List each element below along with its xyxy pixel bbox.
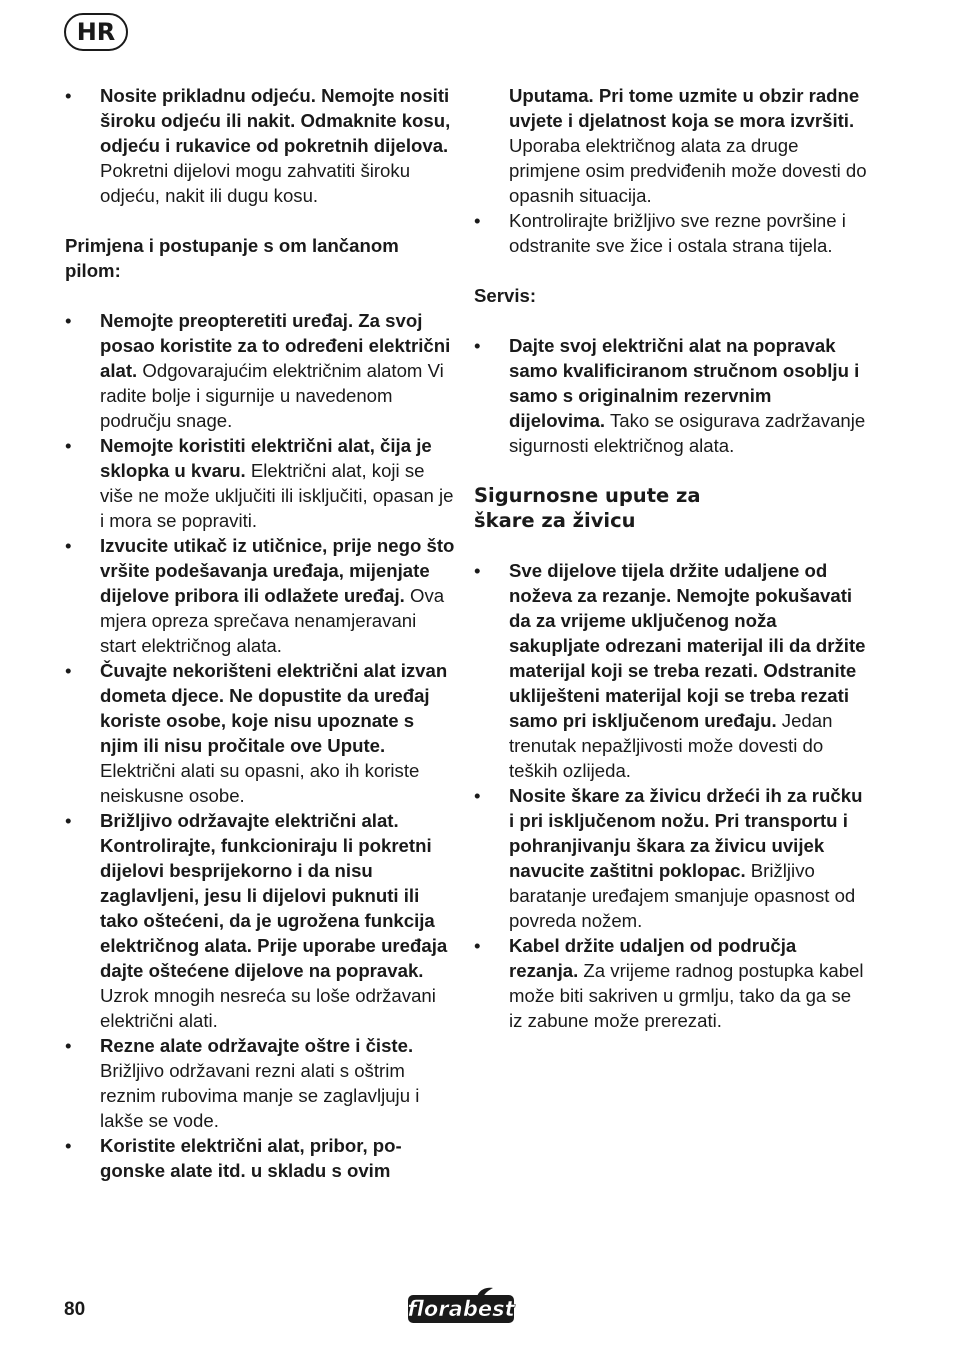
bullet-text: Električni alati su opasni, ako ih koriste neiskusne osobe. — [100, 760, 420, 806]
bullet-bold-text: Uputama. Pri tome uzmite u obzir radne uvjete i djelatnost koja se mora izvršiti. — [509, 85, 860, 131]
bullet-bold-text: Nemojte koristiti električni alat, čija je sklopka u kvaru. — [100, 435, 432, 481]
section-heading — [474, 483, 869, 533]
list-item — [474, 333, 869, 458]
bullet-bold-text: Nosite škare za živicu držeći ih za ručku i pri isključenom nožu. Pri transportu i pohranjivanju škara za živicu uvijek navucite zaštitni poklopac. — [509, 785, 863, 881]
bullet-dot: • — [65, 1135, 72, 1156]
left-column — [65, 83, 455, 1183]
bullet-bold-text: Sve dijelove tijela držite udaljene od noževa za rezanje. Nemojte pokušavati da za vrijeme uključenog noža sakupljate odrezani materijal ili da držite materijal koji se treba rezati. Odstranite ukliješteni materijal koji se treba rezati samo pri isključenom uređaju. — [509, 560, 866, 731]
page-number: 80 — [64, 1299, 86, 1320]
bullet-dot: • — [65, 310, 72, 331]
list-item — [65, 308, 455, 433]
list-item — [474, 783, 869, 933]
bullet-text: Ova mjera opreza sprečava nenamjeravani start električnog alata. — [100, 585, 445, 656]
bullet-text: Kontrolirajte brižljivo sve rezne površine i odstranite sve žice i ostala strana tijela. — [509, 210, 846, 256]
bullet-dot: • — [474, 935, 481, 956]
section-subheading: Servis: — [474, 285, 537, 306]
bullet-bold-text: Nemojte preopteretiti uređaj. Za svoj posao koristite za to određeni električni alat. — [100, 310, 451, 381]
list-item — [65, 533, 455, 658]
bullet-text: Uporaba električnog alata za druge primjene osim predviđenih može dovesti do opasnih situacija. — [509, 135, 867, 206]
bullet-dot: • — [65, 435, 72, 456]
list-item — [65, 658, 455, 808]
bullet-text: Brižljivo baratanje uređajem smanjuje opasnost od povreda nožem. — [509, 860, 856, 931]
section-subheading: Primjena i postupanje s om lančanom pilom: — [65, 235, 399, 281]
bullet-text: Za vrijeme radnog postupka kabel može biti sakriven u grmlju, tako da ga se iz zabune može prerezati. — [509, 960, 864, 1031]
language-badge: HR — [64, 13, 128, 51]
section-heading-line: škare za živicu — [474, 509, 636, 532]
bullet-dot: • — [65, 1035, 72, 1056]
list-item — [474, 208, 869, 258]
bullet-dot: • — [474, 335, 481, 356]
section-heading-line: Sigurnosne upute za — [474, 484, 701, 507]
bullet-bold-text: Dajte svoj električni alat na popravak samo kvalificiranom stručnom osoblju i samo s originalnim rezervnim dijelovima. — [509, 335, 860, 431]
bullet-text: Jedan trenutak nepažljivosti može dovesti do teških ozlijeda. — [509, 710, 833, 781]
bullet-bold-text: Brižljivo održavajte električni alat. Kontrolirajte, funkcioniraju li pokretni dijelovi besprijekorno i da nisu zaglavljeni, jesu li dijelovi puknuti ili tako oštećeni, da je ugrožena funkcija električnog alata. Prije uporabe uređaja dajte oštećene dijelove na popravak. — [100, 810, 448, 981]
bullet-bold-text: Čuvajte nekorišteni električni alat izvan dometa djece. Ne dopustite da uređaj koriste osobe, koje nisu upoznate s njim ili nisu pročitale ove Upute. — [100, 660, 448, 756]
list-item — [474, 933, 869, 1033]
list-item — [474, 558, 869, 783]
logo-wordmark: florabest — [407, 1297, 515, 1321]
bullet-bold-text: Izvucite utikač iz utičnice, prije nego što vršite podešavanja uređaja, mijenjate dijelove pribora ili odlažete uređaj. — [100, 535, 455, 606]
list-item — [65, 433, 455, 533]
bullet-bold-text: Rezne alate održavajte oštre i čiste. — [100, 1035, 414, 1056]
bullet-dot: • — [474, 785, 481, 806]
bullet-text: Električni alat, koji se više ne može uključiti ili isključiti, opasan je i mora se popraviti. — [100, 460, 454, 531]
bullet-dot: • — [474, 560, 481, 581]
bullet-bold-text: Kabel držite udaljen od područja rezanja. — [509, 935, 797, 981]
list-item — [65, 808, 455, 1033]
bullet-bold-text: Koristite električni alat, pribor, pogonske alate itd. u skladu s ovim — [100, 1135, 402, 1181]
bullet-dot: • — [65, 85, 72, 106]
bullet-text: Uzrok mnogih nesreća su loše održavani električni alati. — [100, 985, 436, 1031]
list-item — [65, 1033, 455, 1133]
right-column — [474, 83, 869, 1033]
bullet-bold-text: Nosite prikladnu odjeću. Nemojte nositi široku odjeću ili nakit. Odmaknite kosu, odjeću i rukavice od pokretnih dijelova. — [100, 85, 451, 156]
bullet-text: Brižljivo održavani rezni alati s oštrim reznim rubovima manje se zaglavljuju i lakše se vode. — [100, 1060, 420, 1131]
list-item — [65, 83, 455, 208]
bullet-text: Odgovarajućim električnim alatom Vi radite bolje i sigurnije u navedenom području snage. — [100, 360, 444, 431]
bullet-text: Tako se osigurava zadržavanje sigurnosti električnog alata. — [509, 410, 866, 456]
bullet-dot: • — [65, 660, 72, 681]
bullet-text: Pokretni dijelovi mogu zahvatiti široku odjeću, nakit ili dugu kosu. — [100, 160, 411, 206]
list-item — [65, 1133, 455, 1183]
florabest-logo — [405, 1285, 517, 1327]
bullet-dot: • — [474, 210, 481, 231]
bullet-dot: • — [65, 535, 72, 556]
continued-paragraph — [474, 83, 869, 208]
bullet-dot: • — [65, 810, 72, 831]
